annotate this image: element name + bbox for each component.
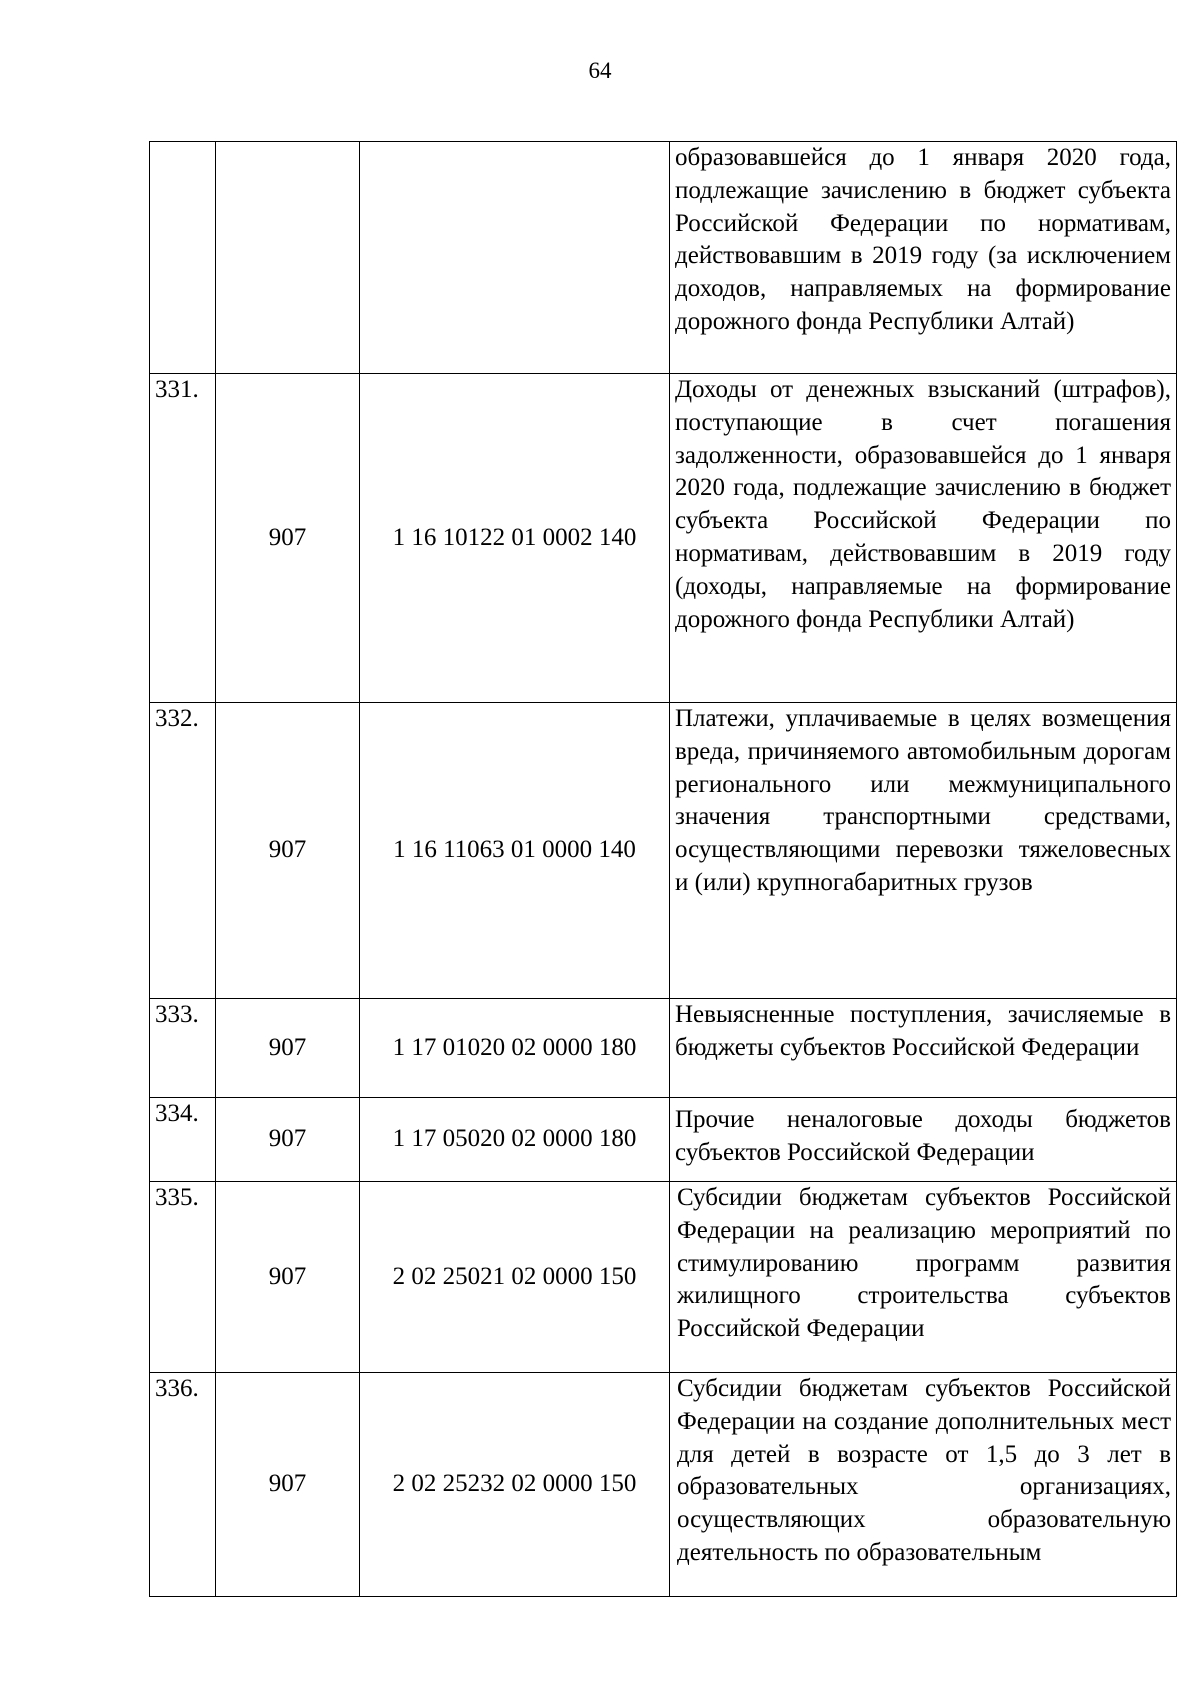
budget-classification-code: 2 02 25021 02 0000 150 xyxy=(360,1182,670,1373)
budget-classification-code: 1 17 05020 02 0000 180 xyxy=(360,1098,670,1182)
income-description: Прочие неналоговые доходы бюджетов субъектов Российской Федерации xyxy=(670,1098,1177,1182)
table-row xyxy=(150,142,1177,374)
table-row xyxy=(150,1182,1177,1373)
row-number: 332. xyxy=(150,703,216,999)
row-number xyxy=(150,142,216,374)
admin-code xyxy=(216,142,360,374)
budget-classification-code: 1 16 11063 01 0000 140 xyxy=(360,703,670,999)
table-row xyxy=(150,999,1177,1098)
income-description: Доходы от денежных взысканий (штрафов), поступающие в счет погашения задолженности, образовавшейся до 1 января 2020 года, подлежащие зачислению в бюджет субъекта Российской Федерации по нормативам, действовавшим в 2019 году (доходы, направляемые на формирование дорожного фонда Республики Алтай) xyxy=(670,374,1177,703)
page-number: 64 xyxy=(588,58,612,83)
table-row xyxy=(150,1098,1177,1182)
row-number: 331. xyxy=(150,374,216,703)
admin-code: 907 xyxy=(216,374,360,703)
row-number: 333. xyxy=(150,999,216,1098)
row-number: 335. xyxy=(150,1182,216,1373)
income-description: образовавшейся до 1 января 2020 года, подлежащие зачислению в бюджет субъекта Российской Федерации по нормативам, действовавшим в 2019 году (за исключением доходов, направляемых на формирование дорожного фонда Республики Алтай) xyxy=(670,142,1177,374)
budget-classification-code: 2 02 25232 02 0000 150 xyxy=(360,1373,670,1597)
budget-classification-code: 1 17 01020 02 0000 180 xyxy=(360,999,670,1098)
admin-code: 907 xyxy=(216,1098,360,1182)
income-description: Невыясненные поступления, зачисляемые в бюджеты субъектов Российской Федерации xyxy=(670,999,1177,1098)
table-row xyxy=(150,374,1177,703)
admin-code: 907 xyxy=(216,1182,360,1373)
income-description: Субсидии бюджетам субъектов Российской Федерации на реализацию мероприятий по стимулированию программ развития жилищного строительства субъектов Российской Федерации xyxy=(670,1182,1177,1373)
table-row xyxy=(150,1373,1177,1597)
row-number: 336. xyxy=(150,1373,216,1597)
admin-code: 907 xyxy=(216,703,360,999)
income-description: Платежи, уплачиваемые в целях возмещения вреда, причиняемого автомобильным дорогам регионального или межмуниципального значения транспортными средствами, осуществляющими перевозки тяжеловесных и (или) крупногабаритных грузов xyxy=(670,703,1177,999)
table-row xyxy=(150,703,1177,999)
admin-code: 907 xyxy=(216,1373,360,1597)
budget-classification-code: 1 16 10122 01 0002 140 xyxy=(360,374,670,703)
budget-classification-code xyxy=(360,142,670,374)
admin-code: 907 xyxy=(216,999,360,1098)
row-number: 334. xyxy=(150,1098,216,1182)
revenue-code-table xyxy=(149,141,1177,1597)
income-description: Субсидии бюджетам субъектов Российской Федерации на создание дополнительных мест для детей в возрасте от 1,5 до 3 лет в образовательных организациях, осуществляющих образовательную деятельность по образовательным xyxy=(670,1373,1177,1597)
